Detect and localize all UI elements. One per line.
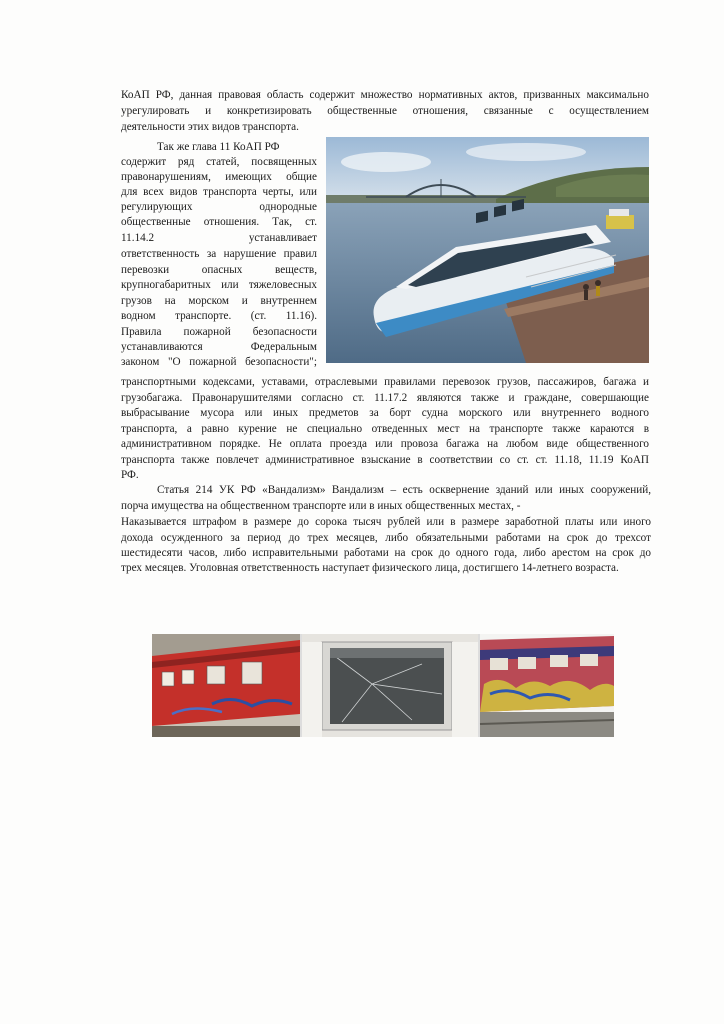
text-line: трех месяцев. Уголовная ответственность наступает физического лица, достигшего 14-летнего возраста. <box>121 562 619 574</box>
text-line: административном порядке. Не оплата проезда или провоза багажа на любом виде общественного <box>121 438 649 450</box>
text-line: Так же глава 11 КоАП РФ <box>157 141 280 153</box>
text-line: выбрасывание мусора или иных предметов за борт судна морского или внутреннего водного <box>121 407 649 419</box>
text-line: порча имущества на общественном транспорте или в иных общественных местах, - <box>121 500 521 512</box>
text-line: Правила пожарной безопасности <box>121 326 317 338</box>
text-line: для всех видов транспорта черты, или <box>121 186 317 198</box>
train-photo-1 <box>152 634 300 737</box>
text-line: транспорта также повлечет административное взыскание в соответствии со ст. ст. 11.18, 11.19 КоАП <box>121 454 649 466</box>
text-line: Наказывается штрафом в размере до сорока тысяч рублей или в размере заработной платы или иного <box>121 516 651 528</box>
text-line: транспортными кодексами, уставами, отраслевыми правилами перевозок грузов, пассажиров, багажа и <box>121 376 649 388</box>
text-line: водном транспорте. (ст. 11.16). <box>121 310 317 322</box>
text-line: Статья 214 УК РФ «Вандализм» Вандализм – есть осквернение зданий или иных сооружений, <box>157 484 651 496</box>
text-line: правонарушениям, имеющих общие <box>121 171 317 183</box>
text-line: урегулировать и конкретизировать общественные отношения, связанные с осуществлением <box>121 105 649 117</box>
text-line: устанавливаются Федеральным <box>121 341 317 353</box>
text-line: транспорта, а равно курение не специально отведенных мест на транспорте также караются в <box>121 423 649 435</box>
text-line: крупногабаритных или тяжеловесных <box>121 279 317 291</box>
text-line: регулирующих однородные <box>121 201 317 213</box>
text-line: законом "О пожарной безопасности"; <box>121 356 317 368</box>
text-line: грузов на морском и внутреннем <box>121 295 317 307</box>
text-line: РФ. <box>121 469 139 481</box>
text-line: деятельности этих видов транспорта. <box>121 121 299 133</box>
text-line: перевозки опасных веществ, <box>121 264 317 276</box>
train-photo-2 <box>302 634 478 737</box>
train-photo-3 <box>480 634 614 737</box>
text-line: шестидесяти часов, либо исправительными работами на срок до одного года, либо арестом на срок до <box>121 547 651 559</box>
vandalized-trains-photos <box>152 634 614 737</box>
text-line: содержит ряд статей, посвященных <box>121 156 317 168</box>
text-line: дохода осужденного за период до трех месяцев, либо обязательными работами на срок до трехсот <box>121 532 651 544</box>
text-line: 11.14.2 устанавливает <box>121 232 317 244</box>
text-line: грузобагажа. Правонарушителями согласно ст. 11.17.2 являются также и граждане, совершающие <box>121 392 649 404</box>
river-boat-photo <box>326 137 649 363</box>
text-line: КоАП РФ, данная правовая область содержит множество нормативных актов, призванных максимально <box>121 89 649 101</box>
text-line: общественные отношения. Так, ст. <box>121 216 317 228</box>
text-line: ответственность за нарушение правил <box>121 248 317 260</box>
